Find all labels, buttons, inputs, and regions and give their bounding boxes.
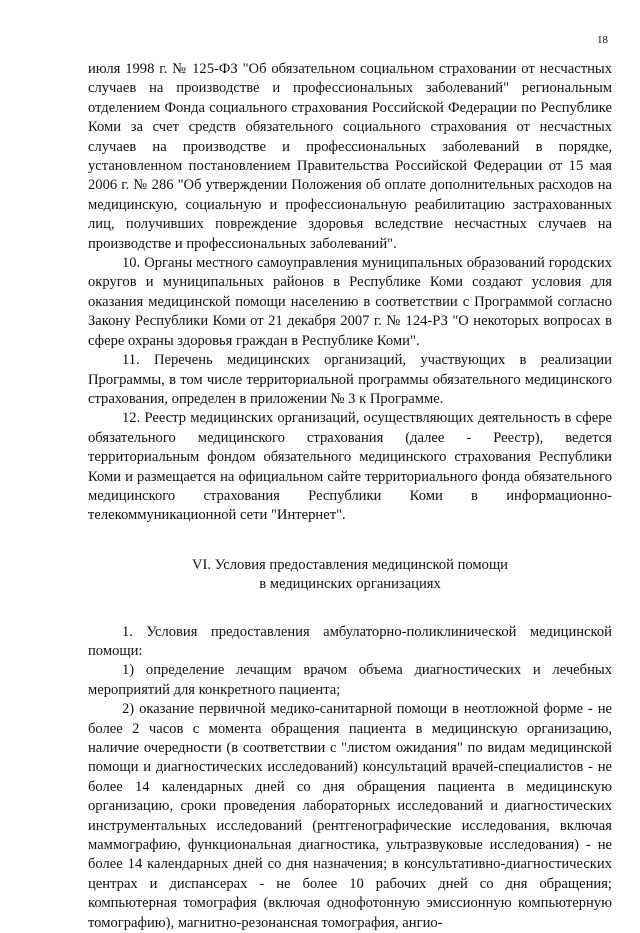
section-heading <box>88 556 612 595</box>
section-heading-line-2: в медицинских организациях <box>259 576 441 593</box>
page-content <box>88 60 612 933</box>
paragraph-item-10: 10. Органы местного самоуправления муниципальных образований городских округов и муниципальных районов в Республике Коми создают условия для оказания медицинской помощи населению в соответствии с Программой согласно Закону Республики Коми от 21 декабря 2007 г. № 124-РЗ "О некоторых вопросах в сфере охраны здоровья граждан в Республике Коми". <box>88 255 612 349</box>
paragraph-subitem-2: 2) оказание первичной медико-санитарной помощи в неотложной форме - не более 2 часов с момента обращения пациента в медицинскую организацию, наличие очередности (в соответствии с "листом ожидания" по видам медицинской помощи и диагностических исследований) консультаций врачей-специалистов - не более 14 календарных дней со дня обращения пациента в медицинскую организацию, сроки проведения лабораторных исследований и диагностических инструментальных исследований (рентгенографические исследования, включая маммографию, функциональная диагностика, ультразвуковые исследования) - не более 14 календарных дней со дня назначения; в консультативно-диагностических центрах и диспансерах - не более 10 рабочих дней со дня обращения; компьютерная томография (включая однофотонную эмиссионную компьютерную томографию), магнитно-резонансная томография, ангио- <box>88 701 612 931</box>
paragraph-continuation: июля 1998 г. № 125-ФЗ "Об обязательном социальном страховании от несчастных случаев на производстве и профессиональных заболеваний" региональным отделением Фонда социального страхования Российской Федерации по Республике Коми за счет средств обязательного социального страхования от несчастных случаев на производстве и профессиональных заболеваний в порядке, установленном постановлением Правительства Российской Федерации от 15 мая 2006 г. № 286 "Об утверждении Положения об оплате дополнительных расходов на медицинскую, социальную и профессиональную реабилитацию застрахованных лиц, получивших повреждение здоровья вследствие несчастных случаев на производстве и профессиональных заболеваний". <box>88 61 612 252</box>
paragraph-item-12: 12. Реестр медицинских организаций, осуществляющих деятельность в сфере обязательного медицинского страхования (далее - Реестр), ведется территориальным фондом обязательного медицинского страхования Республики Коми и размещается на официальном сайте территориального фонда обязательного медицинского страхования Республики Коми в информационно-телекоммуникационной сети "Интернет". <box>88 410 612 524</box>
paragraph-item-11: 11. Перечень медицинских организаций, участвующих в реализации Программы, в том числе территориальной программы обязательного медицинского страхования, определен в приложении № 3 к Программе. <box>88 352 612 407</box>
section-heading-line-1: VI. Условия предоставления медицинской помощи <box>192 556 508 573</box>
paragraph-conditions-intro: 1. Условия предоставления амбулаторно-поликлинической медицинской помощи: <box>88 623 612 659</box>
paragraph-subitem-1: 1) определение лечащим врачом объема диагностических и лечебных мероприятий для конкретного пациента; <box>88 662 612 698</box>
page-number: 18 <box>597 34 608 46</box>
